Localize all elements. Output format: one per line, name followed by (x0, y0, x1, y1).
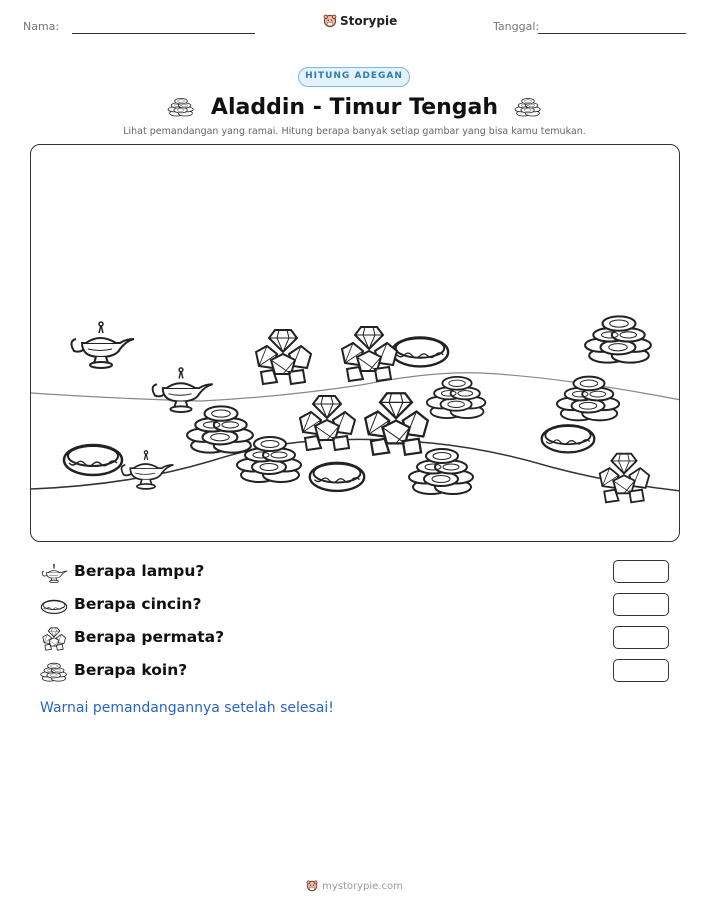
question-text: Berapa lampu? (74, 562, 205, 580)
activity-badge: HITUNG ADEGAN (298, 67, 410, 87)
footer (0, 880, 709, 892)
ring-icon (310, 463, 364, 491)
mascot-icon (323, 14, 337, 28)
ring-icon (40, 594, 68, 618)
question-row (40, 659, 680, 685)
date-label: Tanggal: (493, 20, 540, 33)
scene-illustration (31, 145, 680, 542)
gem-icon (365, 393, 428, 454)
answer-box-rings[interactable] (613, 593, 669, 616)
coin-icon (585, 316, 651, 362)
title-row (0, 92, 709, 122)
coin-icon (557, 377, 619, 421)
name-line[interactable] (72, 33, 255, 34)
footer-url: mystorypie.com (322, 880, 403, 892)
lamp-icon (40, 561, 68, 585)
ring-icon (542, 425, 595, 452)
lamp-icon (153, 368, 213, 412)
scene-frame (30, 144, 680, 542)
mascot-icon (306, 880, 318, 892)
gem-icon (300, 396, 355, 450)
question-row (40, 593, 680, 619)
name-label: Nama: (23, 20, 60, 33)
ring-icon (64, 445, 122, 475)
lamp-icon (71, 322, 134, 368)
brand-logo (323, 14, 397, 28)
gem-icon (600, 454, 650, 503)
gem-icon (40, 627, 68, 651)
answer-box-coins[interactable] (613, 659, 669, 682)
ring-icon (392, 337, 448, 366)
question-text: Berapa koin? (74, 661, 188, 679)
coin-icon (187, 406, 253, 452)
brand-name: Storypie (340, 14, 398, 28)
coin-icon (514, 96, 542, 118)
page-title: Aladdin - Timur Tengah (210, 94, 499, 120)
coloring-instruction: Warnai pemandangannya setelah selesai! (40, 700, 334, 716)
date-line[interactable] (538, 33, 686, 34)
coin-icon (409, 449, 473, 494)
question-text: Berapa permata? (74, 628, 225, 646)
instructions: Lihat pemandangan yang ramai. Hitung berapa banyak setiap gambar yang bisa kamu temukan. (123, 126, 586, 137)
gem-icon (256, 330, 311, 384)
answer-box-lamps[interactable] (613, 560, 669, 583)
gem-icon (342, 327, 397, 381)
question-text: Berapa cincin? (74, 595, 202, 613)
coin-icon (427, 377, 486, 418)
question-row (40, 626, 680, 652)
coin-icon (40, 660, 68, 684)
answer-box-gems[interactable] (613, 626, 669, 649)
question-row (40, 560, 680, 586)
lamp-icon (121, 451, 173, 489)
coin-icon (167, 96, 195, 118)
